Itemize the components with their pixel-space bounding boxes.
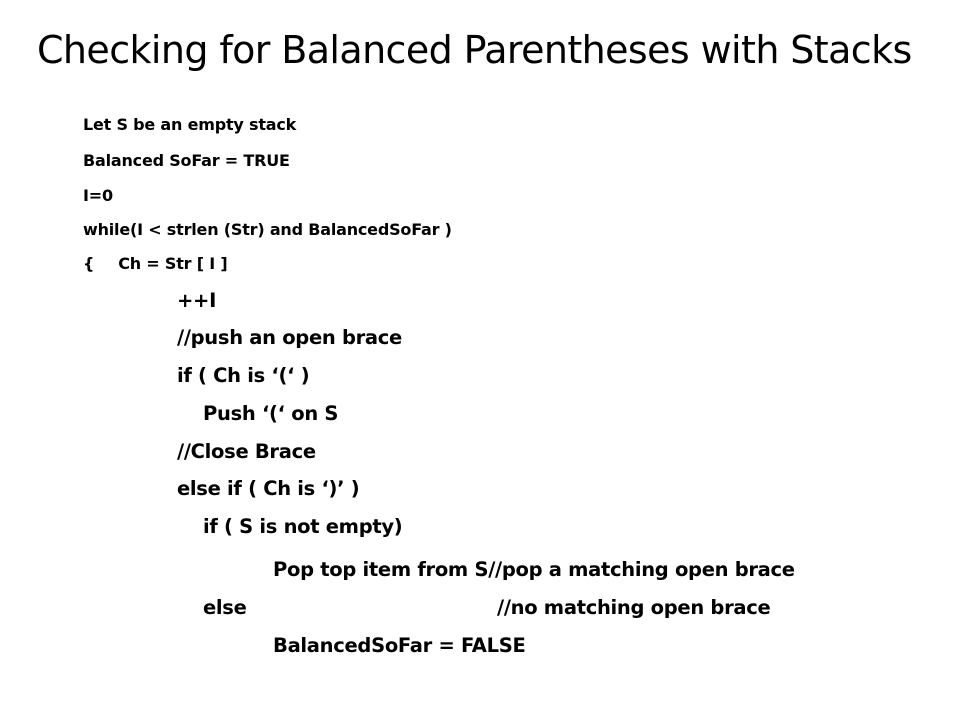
code-line-pop: Pop top item from S//pop a matching open brace bbox=[273, 558, 795, 581]
code-line-if-not-empty: if ( S is not empty) bbox=[203, 515, 403, 538]
code-line-while: while(I < strlen (Str) and BalancedSoFar ) bbox=[83, 220, 452, 239]
code-line-increment: ++I bbox=[177, 289, 217, 312]
code-line-if-open: if ( Ch is ‘(‘ ) bbox=[177, 364, 310, 387]
slide-title: Checking for Balanced Parentheses with Stacks bbox=[37, 28, 912, 72]
code-open-brace: { bbox=[83, 254, 95, 273]
code-read-char: Ch = Str [ I ] bbox=[118, 254, 228, 273]
code-line-init-index: I=0 bbox=[83, 186, 113, 205]
code-line-else bbox=[203, 598, 247, 618]
code-line-comment-close: //Close Brace bbox=[177, 440, 316, 463]
code-line-comment-push: //push an open brace bbox=[177, 326, 402, 349]
code-line-comment-no-match: //no matching open brace bbox=[497, 596, 771, 619]
code-line-set-false: BalancedSoFar = FALSE bbox=[273, 634, 526, 657]
code-line-init-stack: Let S be an empty stack bbox=[83, 115, 297, 134]
code-line-init-balanced: Balanced SoFar = TRUE bbox=[83, 151, 290, 170]
code-line-else-if-close: else if ( Ch is ‘)’ ) bbox=[177, 477, 360, 500]
code-else-keyword: else bbox=[203, 596, 247, 619]
code-line-push: Push ‘(‘ on S bbox=[203, 402, 339, 425]
code-line-open-brace bbox=[83, 256, 227, 272]
